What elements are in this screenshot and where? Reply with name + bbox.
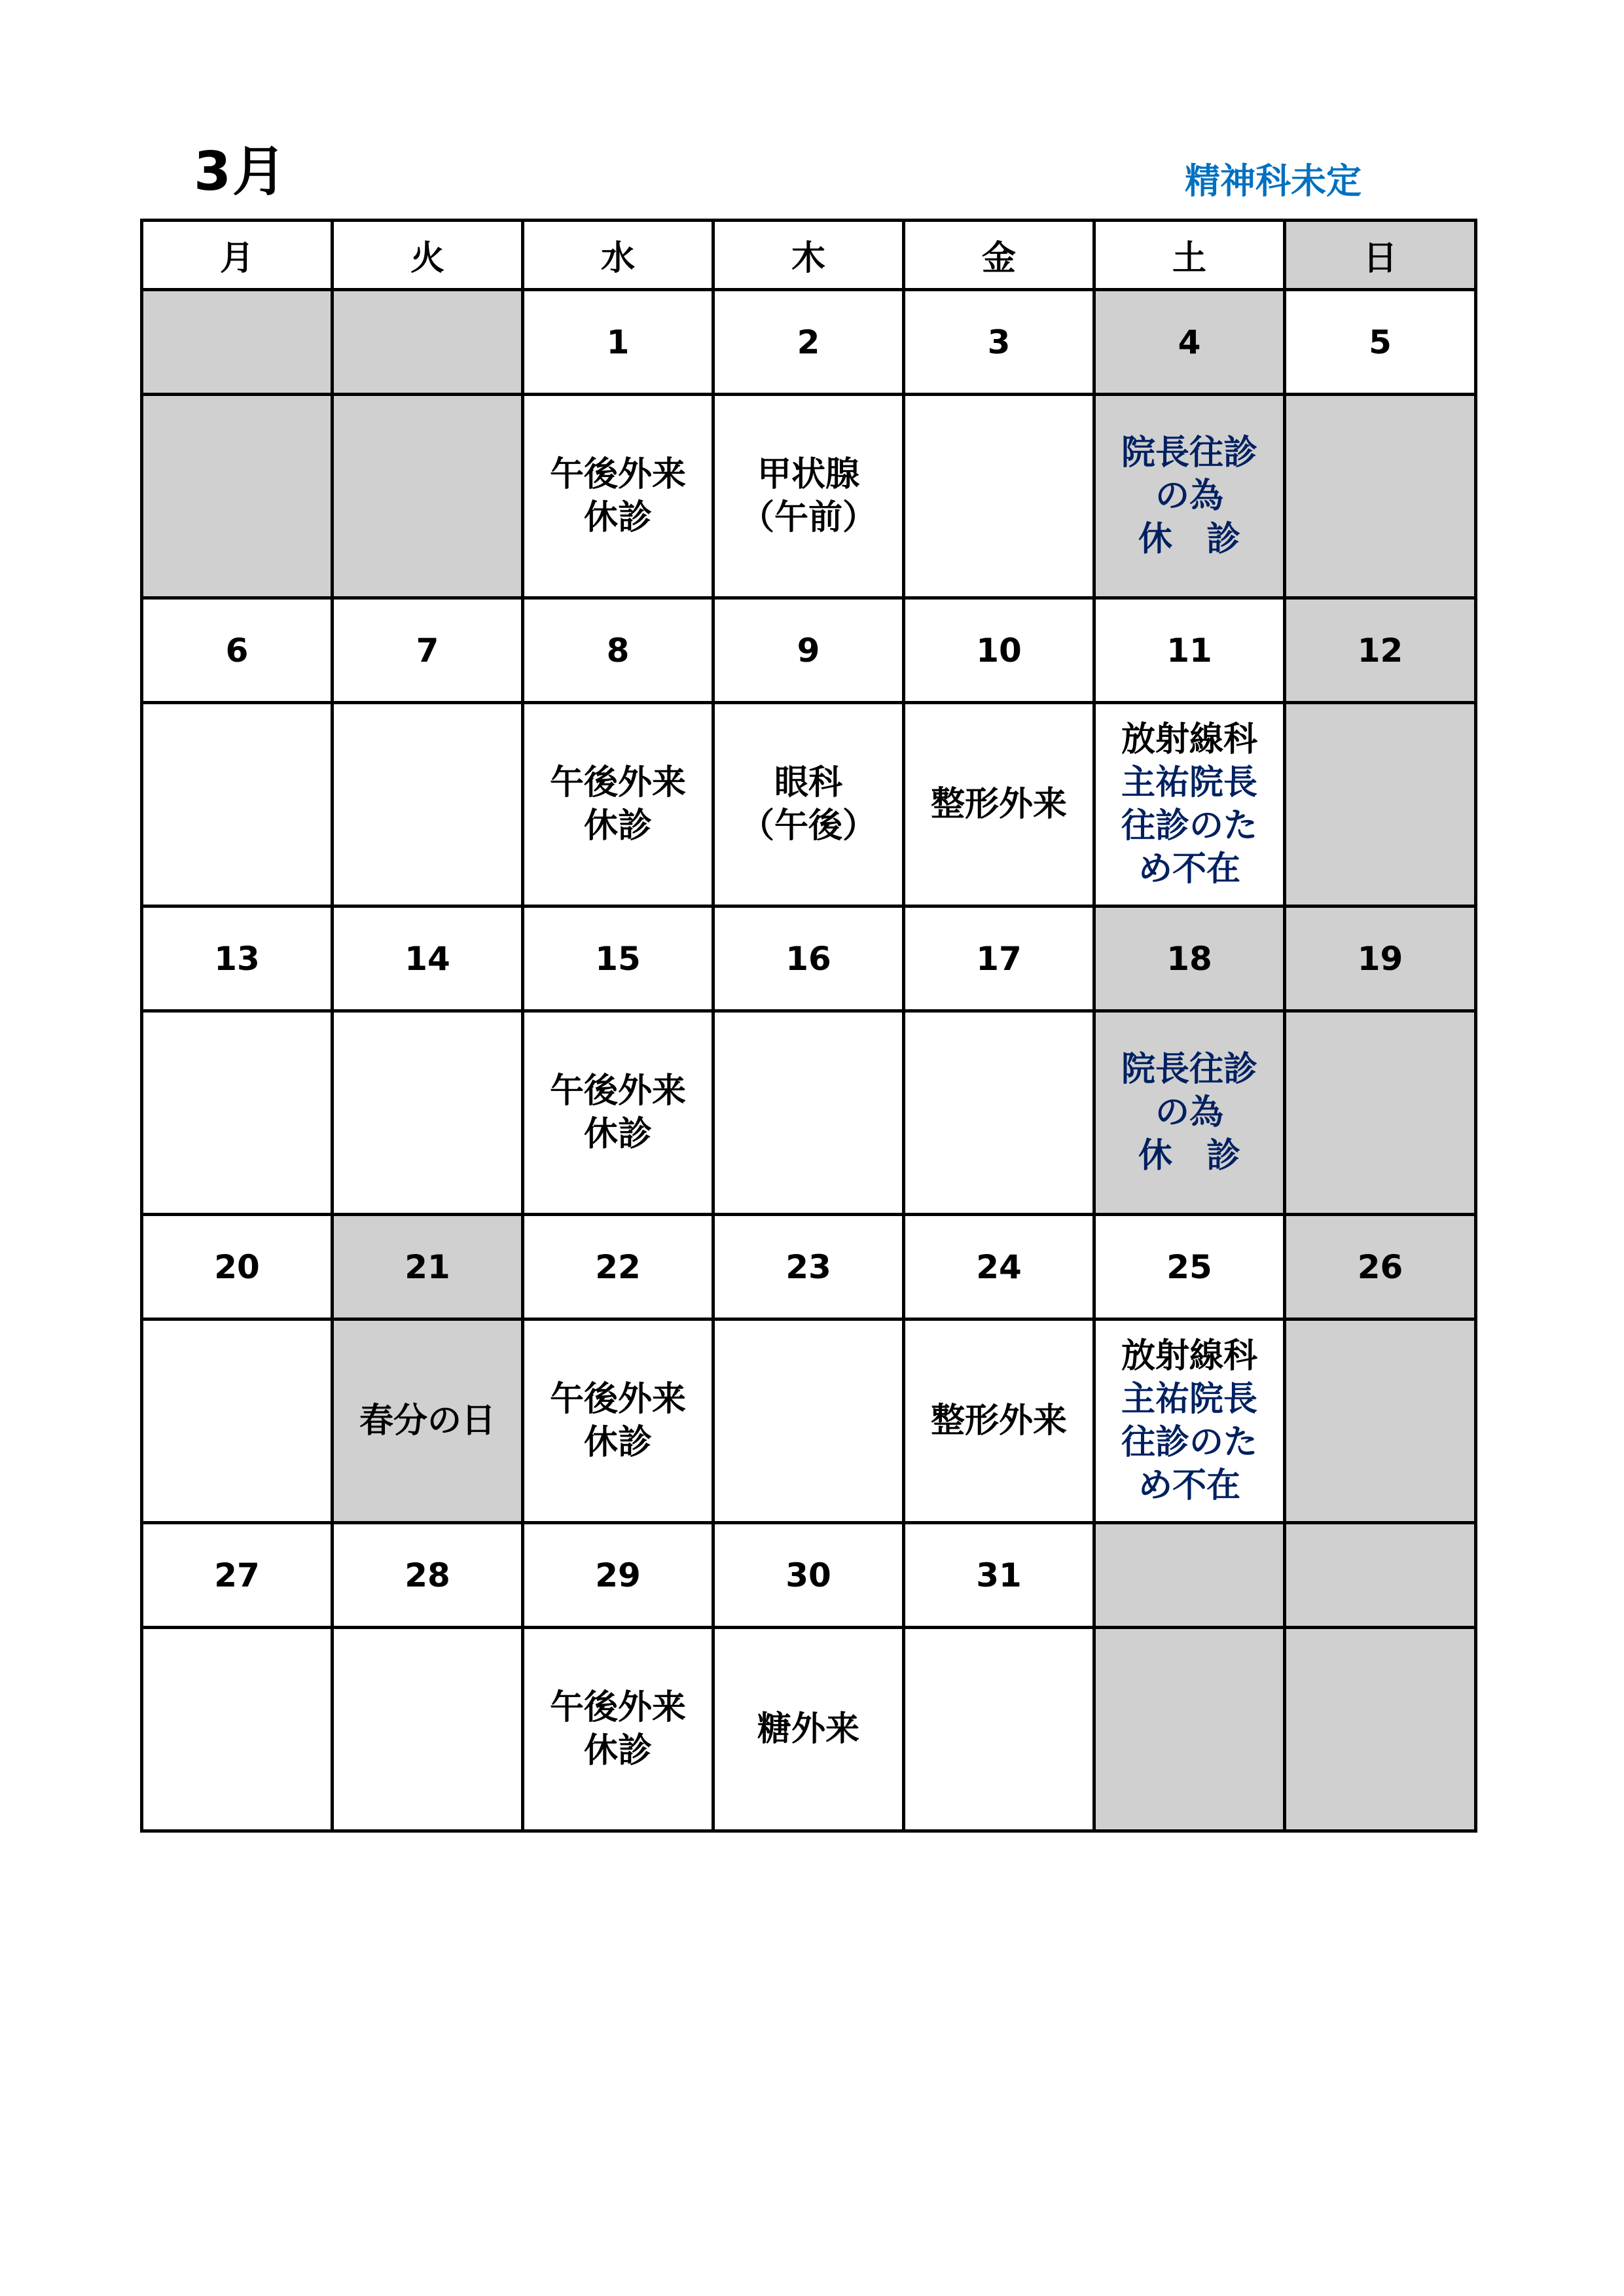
date-cell-wed: 29 xyxy=(523,1523,713,1628)
date-cell-wed: 8 xyxy=(523,598,713,703)
event-cell-sun xyxy=(1285,395,1476,598)
event-text: 院長往診 の為 休 診 xyxy=(1121,1049,1257,1176)
event-text: 糖外来 xyxy=(757,1709,859,1749)
date-cell-sun: 19 xyxy=(1285,906,1476,1011)
date-cell-tue: 14 xyxy=(333,906,523,1011)
event-cell-fri xyxy=(904,1319,1094,1523)
event-cell-thu xyxy=(713,1319,904,1523)
event-text: 午後外来 休診 xyxy=(549,1379,686,1462)
date-cell-tue xyxy=(333,290,523,395)
event-cell-tue xyxy=(333,1011,523,1215)
event-cell-tue xyxy=(333,703,523,906)
event-cell-wed xyxy=(523,1319,713,1523)
date-cell-tue: 21 xyxy=(333,1215,523,1319)
calendar-body xyxy=(142,221,1476,1831)
event-cell-fri xyxy=(904,395,1094,598)
event-text: 午後外来 休診 xyxy=(549,1687,686,1770)
event-text: 午後外来 休診 xyxy=(549,1071,686,1154)
date-row xyxy=(142,906,1476,1011)
event-cell-tue xyxy=(333,395,523,598)
weekday-wed: 水 xyxy=(523,221,713,290)
calendar-table xyxy=(140,219,1477,1833)
date-cell-sun: 5 xyxy=(1285,290,1476,395)
date-cell-wed: 1 xyxy=(523,290,713,395)
date-cell-fri: 31 xyxy=(904,1523,1094,1628)
event-cell-wed xyxy=(523,395,713,598)
event-cell-thu xyxy=(713,1011,904,1215)
event-cell-wed xyxy=(523,1011,713,1215)
date-cell-fri: 24 xyxy=(904,1215,1094,1319)
date-cell-wed: 22 xyxy=(523,1215,713,1319)
event-cell-sun xyxy=(1285,1011,1476,1215)
weekday-tue: 火 xyxy=(333,221,523,290)
date-cell-thu: 30 xyxy=(713,1523,904,1628)
weekday-sat: 土 xyxy=(1094,221,1285,290)
event-text: 整形外来 xyxy=(930,1401,1067,1441)
event-cell-mon xyxy=(142,1628,333,1831)
date-cell-thu: 23 xyxy=(713,1215,904,1319)
event-cell-thu xyxy=(713,395,904,598)
date-cell-sun xyxy=(1285,1523,1476,1628)
event-cell-sat xyxy=(1094,1319,1285,1523)
date-cell-fri: 17 xyxy=(904,906,1094,1011)
event-cell-sun xyxy=(1285,703,1476,906)
date-cell-tue: 7 xyxy=(333,598,523,703)
event-text: 午後外来 休診 xyxy=(549,762,686,846)
date-cell-fri: 10 xyxy=(904,598,1094,703)
event-cell-sat xyxy=(1094,395,1285,598)
event-text-secondary: 主祐院長 往診のた め不在 xyxy=(1121,1379,1257,1506)
date-cell-sat xyxy=(1094,1523,1285,1628)
date-cell-mon xyxy=(142,290,333,395)
event-cell-sat xyxy=(1094,703,1285,906)
event-text-secondary: 主祐院長 往診のた め不在 xyxy=(1121,762,1257,889)
event-text: 午後外来 休診 xyxy=(549,454,686,537)
date-cell-thu: 9 xyxy=(713,598,904,703)
event-cell-mon xyxy=(142,1319,333,1523)
event-text: 春分の日 xyxy=(359,1401,496,1441)
event-cell-fri xyxy=(904,1628,1094,1831)
date-cell-wed: 15 xyxy=(523,906,713,1011)
date-row xyxy=(142,290,1476,395)
event-text: 放射線科 xyxy=(1121,719,1257,759)
event-cell-wed xyxy=(523,1628,713,1831)
event-cell-thu xyxy=(713,703,904,906)
event-text: 院長往診 の為 休 診 xyxy=(1121,433,1257,560)
date-cell-mon: 13 xyxy=(142,906,333,1011)
event-cell-mon xyxy=(142,703,333,906)
date-cell-sat: 4 xyxy=(1094,290,1285,395)
month-title: 3月 xyxy=(194,141,288,203)
event-text: 甲状腺 （午前） xyxy=(740,454,876,537)
event-text: 整形外来 xyxy=(930,784,1067,824)
event-cell-sat xyxy=(1094,1628,1285,1831)
date-cell-mon: 6 xyxy=(142,598,333,703)
event-row xyxy=(142,1628,1476,1831)
event-row xyxy=(142,703,1476,906)
weekday-sun: 日 xyxy=(1285,221,1476,290)
date-cell-sat: 18 xyxy=(1094,906,1285,1011)
date-row xyxy=(142,598,1476,703)
date-cell-thu: 2 xyxy=(713,290,904,395)
date-cell-tue: 28 xyxy=(333,1523,523,1628)
date-cell-sat: 11 xyxy=(1094,598,1285,703)
event-cell-sun xyxy=(1285,1319,1476,1523)
weekday-mon: 月 xyxy=(142,221,333,290)
date-row xyxy=(142,1215,1476,1319)
event-cell-sun xyxy=(1285,1628,1476,1831)
date-cell-mon: 27 xyxy=(142,1523,333,1628)
date-cell-thu: 16 xyxy=(713,906,904,1011)
event-row xyxy=(142,395,1476,598)
department-note: 精神科未定 xyxy=(1185,160,1362,202)
date-cell-sat: 25 xyxy=(1094,1215,1285,1319)
event-cell-sat xyxy=(1094,1011,1285,1215)
date-cell-fri: 3 xyxy=(904,290,1094,395)
event-cell-mon xyxy=(142,1011,333,1215)
event-cell-thu xyxy=(713,1628,904,1831)
event-cell-mon xyxy=(142,395,333,598)
event-cell-fri xyxy=(904,1011,1094,1215)
date-cell-mon: 20 xyxy=(142,1215,333,1319)
event-text: 放射線科 xyxy=(1121,1336,1257,1376)
event-cell-tue xyxy=(333,1319,523,1523)
event-cell-wed xyxy=(523,703,713,906)
weekday-thu: 木 xyxy=(713,221,904,290)
date-cell-sun: 26 xyxy=(1285,1215,1476,1319)
event-row xyxy=(142,1319,1476,1523)
event-cell-tue xyxy=(333,1628,523,1831)
date-row xyxy=(142,1523,1476,1628)
weekday-header-row xyxy=(142,221,1476,290)
date-cell-sun: 12 xyxy=(1285,598,1476,703)
event-cell-fri xyxy=(904,703,1094,906)
event-row xyxy=(142,1011,1476,1215)
weekday-fri: 金 xyxy=(904,221,1094,290)
event-text: 眼科 （午後） xyxy=(740,762,876,846)
